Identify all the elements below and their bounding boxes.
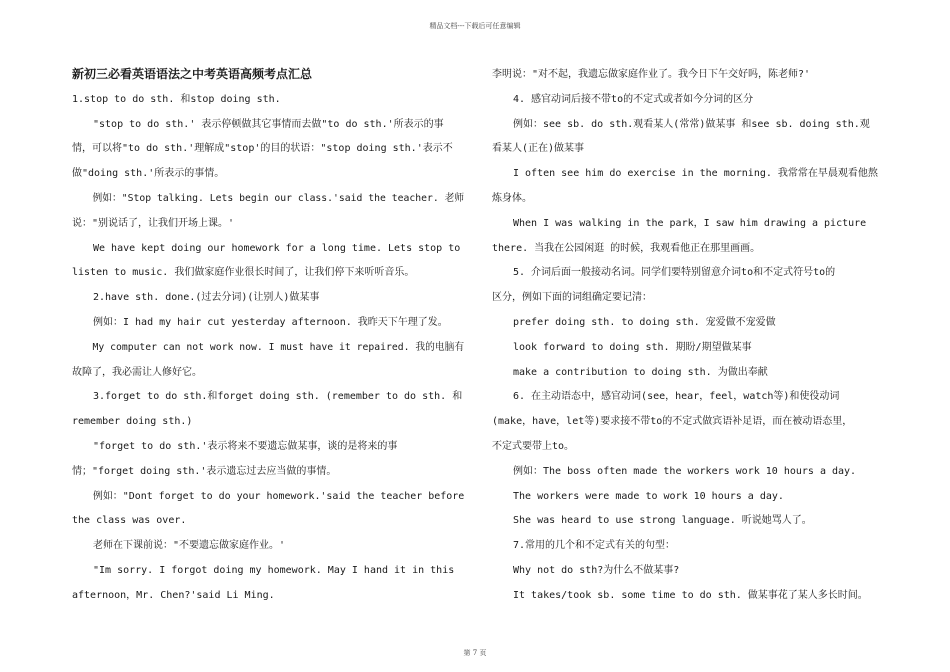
page-footer: 第 7 页 [463,649,487,657]
text-line: 区分，例如下面的词组确定要记清： [492,292,652,304]
text-line: I often see him do exercise in the morning. 我常常在早晨观看他熬 [513,168,878,180]
text-line: 3.forget to do sth.和forget doing sth. (remember to do sth. 和 [93,391,463,403]
text-line: 故障了，我必需让人修好它。 [72,366,202,378]
text-line: "forget to do sth.'表示将来不要遗忘做某事，谈的是将来的事 [93,441,398,452]
text-line: 5. 介词后面一般接动名词。同学们要特别留意介词to和不定式符号to的 [513,267,836,279]
text-line: "stop to do sth.' 表示停顿做其它事情而去做"to do sth.'所表示的事 [93,118,444,130]
text-line: 不定式要带上to。 [492,441,575,452]
text-line: Why not do sth?为什么不做某事? [513,565,680,576]
text-line: 4. 感官动词后接不带to的不定式或者如今分词的区分 [513,93,754,105]
text-line: 看某人(正在)做某事 [492,143,585,155]
text-line: She was heard to use strong language. 听说她骂人了。 [513,515,812,527]
text-line: 说："别说话了，让我们开场上课。' [72,217,235,229]
text-line: The workers were made to work 10 hours a day. [513,490,784,502]
text-line: 1.stop to do sth. 和stop doing sth. [72,93,281,105]
document-title: 新初三必看英语语法之中考英语高频考点汇总 [72,67,313,81]
text-line: 做"doing sth.'所表示的事情。 [72,168,225,180]
text-line: there. 当我在公园闲逛 的时候，我观看他正在那里画画。 [492,242,761,254]
text-line: 李明说："对不起，我遗忘做家庭作业了。我今日下午交好吗，陈老师?' [492,69,811,80]
text-line: When I was walking in the park，I saw him drawing a picture [513,217,867,229]
text-line: "Im sorry. I forgot doing my homework. May I hand it in this [93,565,455,576]
text-line: remember doing sth.) [72,416,193,428]
text-line: 例如："Dont forget to do your homework.'said the teacher before [92,490,465,502]
text-line: My computer can not work now. I must have it repaired. 我的电脑有 [92,341,465,353]
text-line: listen to music. 我们做家庭作业很长时间了，让我们停下来听听音乐。 [72,267,415,279]
text-line: 7.常用的几个和不定式有关的句型： [513,540,676,552]
text-line: the class was over. [72,515,187,527]
text-line: look forward to doing sth. 期盼/期望做某事 [513,341,752,353]
text-line: 例如："Stop talking. Lets begin our class.'said the teacher. 老师 [92,193,465,204]
text-line: 2.have sth. done.(过去分词)(让别人)做某事 [93,292,320,304]
text-line: (make，have，let等)要求接不带to的不定式做宾语补足语，而在被动语态里， [492,416,853,428]
text-line: prefer doing sth. to doing sth. 宠爱做不宠爱做 [513,317,776,328]
text-line: afternoon，Mr. Chen?'said Li Ming. [72,589,275,601]
text-line: 情；"forget doing sth.'表示遗忘过去应当做的事情。 [72,465,337,477]
text-line: 炼身体。 [492,193,532,204]
text-line: We have kept doing our homework for a long time. Lets stop to [93,242,461,254]
text-line: 情，可以将"to do sth.'理解成"stop'的目的状语："stop doing sth.'表示不 [72,143,453,155]
text-line: 老师在下课前说："不要遗忘做家庭作业。' [93,540,286,552]
text-line: 例如：see sb. do sth.观看某人(常常)做某事 和see sb. doing sth.观 [513,118,870,130]
page-header: 精品文档---下载后可任意编辑 [429,22,521,30]
text-line: It takes/took sb. some time to do sth. 做某事花了某人多长时间。 [513,589,868,601]
text-line: 6. 在主动语态中，感官动词(see，hear，feel，watch等)和使役动词 [513,391,840,403]
text-line: make a contribution to doing sth. 为做出奉献 [513,366,768,378]
text-line: 例如：I had my hair cut yesterday afternoon. 我昨天下午理了发。 [93,317,448,328]
text-line: 例如：The boss often made the workers work 10 hours a day. [513,465,857,477]
